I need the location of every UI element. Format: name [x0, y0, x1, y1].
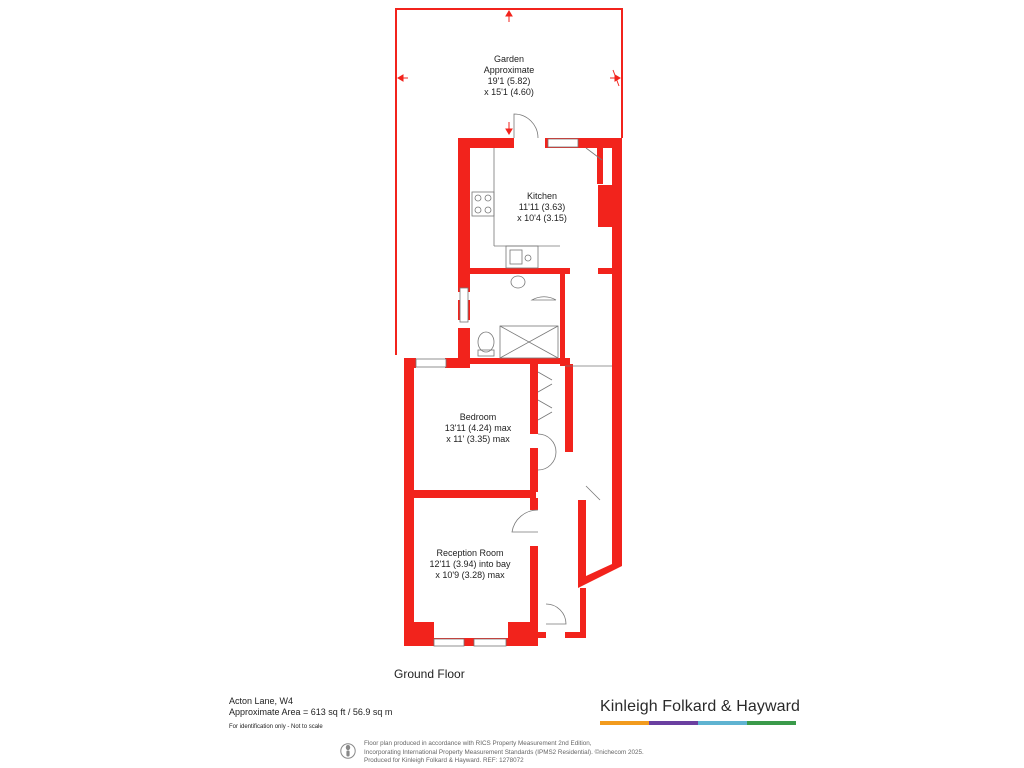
- brand-color-purple: [649, 721, 698, 725]
- brand-color-blue: [698, 721, 747, 725]
- footer: [340, 740, 644, 766]
- garden-label-line: Approximate: [483, 65, 535, 75]
- reception-label-line: x 10'9 (3.28) max: [435, 570, 505, 580]
- kitchen-label-line: x 10'4 (3.15): [517, 213, 567, 223]
- property-area: Approximate Area = 613 sq ft / 56.9 sq m: [229, 707, 393, 717]
- room-labels: [429, 54, 566, 580]
- property-info: [229, 696, 392, 732]
- footer-line: Incorporating International Property Measurement Standards (IPMS2 Residential). ©nichecom 2025.: [364, 748, 644, 756]
- brand-color-orange: [600, 721, 649, 725]
- agent-branding: [600, 698, 801, 725]
- agent-name: Kinleigh Folkard & Hayward: [600, 698, 801, 715]
- kitchen-label-line: Kitchen: [526, 191, 558, 201]
- floor-label: Ground Floor: [394, 667, 465, 681]
- brand-color-bar: [600, 721, 796, 725]
- brand-color-green: [747, 721, 796, 725]
- garden-label-line: Garden: [493, 54, 525, 64]
- footer-line: Produced for Kinleigh Folkard & Hayward. REF: 1278072: [364, 757, 524, 764]
- nichecom-logo-icon: [340, 740, 356, 762]
- bedroom-label-line: Bedroom: [459, 412, 497, 422]
- bedroom-label-line: 13'11 (4.24) max: [444, 423, 512, 433]
- reception-label-line: 12'11 (3.94) into bay: [429, 559, 511, 569]
- bedroom-label-line: x 11' (3.35) max: [446, 434, 510, 444]
- kitchen-label-line: 11'11 (3.63): [518, 202, 566, 212]
- disclaimer-note: For identification only - Not to scale: [229, 724, 323, 730]
- footer-line: Floor plan produced in accordance with RICS Property Measurement 2nd Edition,: [364, 740, 592, 747]
- property-address: Acton Lane, W4: [229, 696, 294, 706]
- reception-label-line: Reception Room: [436, 548, 504, 558]
- garden-label-line: x 15'1 (4.60): [484, 87, 534, 97]
- garden-label-line: 19'1 (5.82): [487, 76, 531, 86]
- footer-text: [364, 740, 644, 766]
